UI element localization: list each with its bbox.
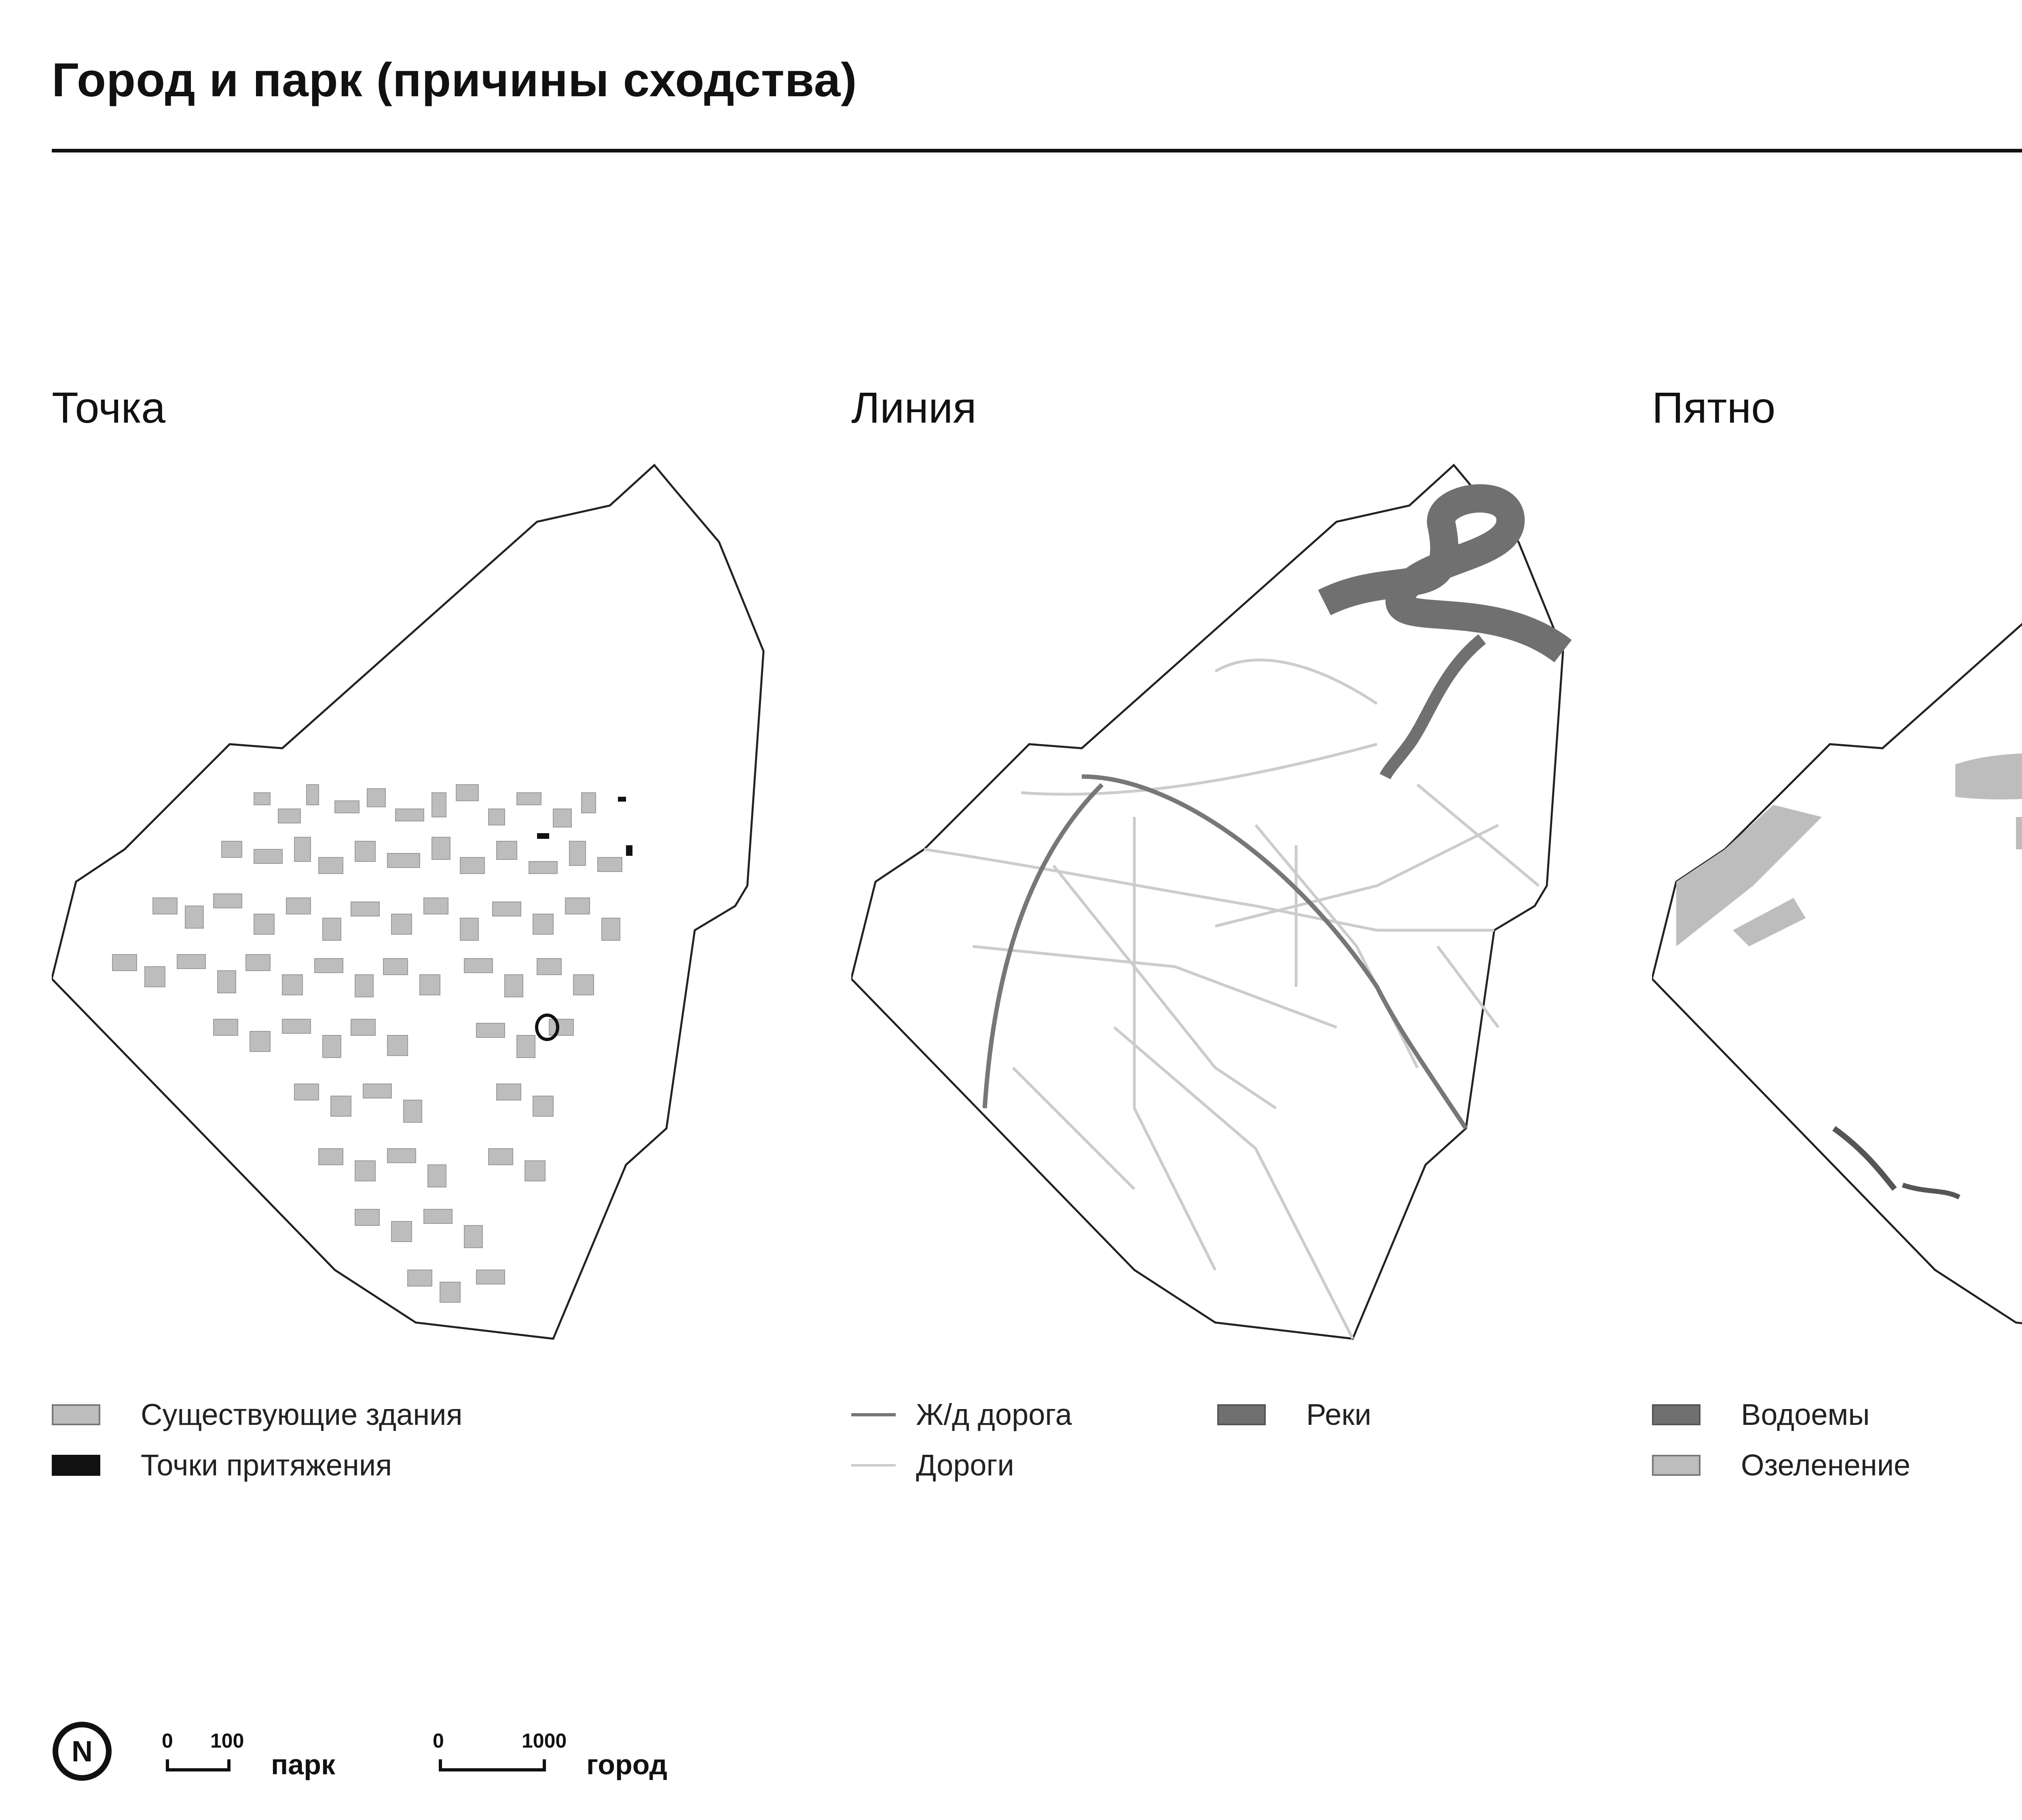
map-lines <box>851 461 1595 1343</box>
legend-label: Реки <box>1306 1398 1371 1431</box>
north-arrow-icon <box>52 1721 112 1782</box>
scale-park-max: 100 <box>210 1729 244 1752</box>
attractions-swatch <box>52 1455 100 1476</box>
north-letter: N <box>72 1735 93 1768</box>
legend-label: Ж/д дорога <box>916 1398 1072 1431</box>
greenery-swatch <box>1652 1455 1701 1476</box>
waterbodies-swatch <box>1652 1404 1701 1425</box>
legend-item-waterbodies <box>1652 1397 1870 1432</box>
legend-item-attractions <box>52 1448 392 1482</box>
page-title: Город и парк (причины сходства) <box>52 53 857 107</box>
rivers-swatch <box>1217 1404 1266 1425</box>
roads-line-swatch <box>851 1464 896 1467</box>
map-points <box>52 461 796 1343</box>
railway-line-swatch <box>851 1413 896 1416</box>
legend-label: Существующие здания <box>141 1398 463 1431</box>
header-divider <box>52 149 2022 152</box>
scale-city-bar <box>439 1759 546 1771</box>
scale-city-zero: 0 <box>433 1729 444 1752</box>
scale-park-label: парк <box>271 1749 336 1780</box>
legend-item-buildings <box>52 1397 463 1432</box>
legend-label: Точки притяжения <box>141 1448 392 1482</box>
scale-park-zero: 0 <box>162 1729 173 1752</box>
scale-park-bar <box>166 1759 231 1771</box>
map-spots <box>1652 461 2022 1343</box>
buildings-swatch <box>52 1404 100 1425</box>
legend-item-roads <box>851 1448 1014 1482</box>
scale-city-label: город <box>586 1749 668 1780</box>
legend-item-railway <box>851 1397 1072 1432</box>
panel-title-line: Линия <box>851 383 977 432</box>
legend-label: Дороги <box>916 1448 1014 1482</box>
legend-item-greenery <box>1652 1448 1910 1482</box>
scale-city-max: 1000 <box>522 1729 567 1752</box>
legend-label: Водоемы <box>1741 1398 1870 1431</box>
legend-item-rivers <box>1217 1397 1371 1432</box>
panel-title-point: Точка <box>52 383 166 432</box>
legend-label: Озеленение <box>1741 1448 1911 1482</box>
panel-title-spot: Пятно <box>1652 383 1776 432</box>
